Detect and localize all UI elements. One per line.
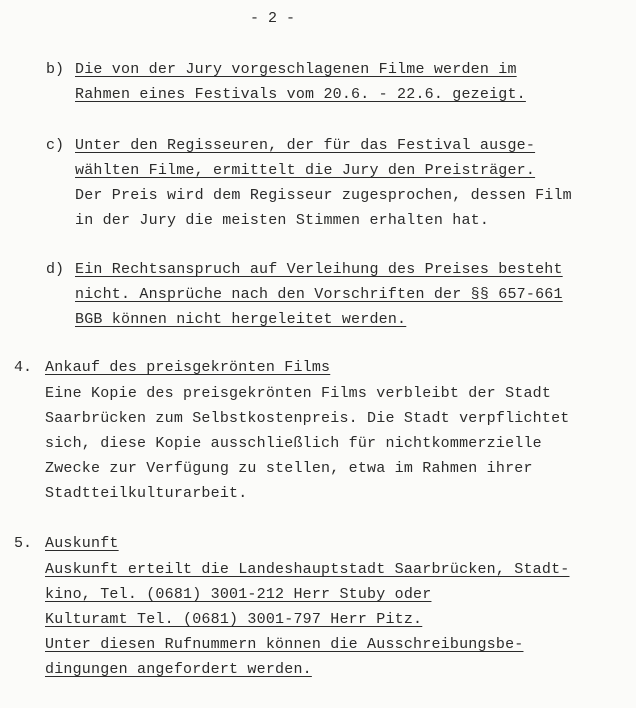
section-5-heading: Auskunft [45, 535, 119, 552]
section-5-line-2: kino, Tel. (0681) 3001-212 Herr Stuby oder [45, 586, 432, 603]
item-c-marker: c) [46, 137, 65, 154]
page-number: - 2 - [250, 10, 296, 27]
item-c-line-3: Der Preis wird dem Regisseur zugesprochen, dessen Film [75, 187, 572, 204]
item-d-line-1: Ein Rechtsanspruch auf Verleihung des Preises besteht [75, 261, 563, 278]
section-5-line-3: Kulturamt Tel. (0681) 3001-797 Herr Pitz. [45, 611, 423, 628]
item-c-line-4: in der Jury die meisten Stimmen erhalten hat. [75, 212, 490, 229]
section-4-line-5: Stadtteilkulturarbeit. [45, 485, 248, 502]
item-c-line-2: wählten Filme, ermittelt die Jury den Preisträger. [75, 162, 536, 179]
section-5-marker: 5. [14, 535, 33, 552]
item-d-line-3: BGB können nicht hergeleitet werden. [75, 311, 407, 328]
item-c-line-1: Unter den Regisseuren, der für das Festival ausge- [75, 137, 536, 154]
section-4-marker: 4. [14, 359, 33, 376]
item-d-marker: d) [46, 261, 65, 278]
item-b-marker: b) [46, 61, 65, 78]
section-4-line-3: sich, diese Kopie ausschließlich für nichtkommerzielle [45, 435, 542, 452]
item-b-line-2: Rahmen eines Festivals vom 20.6. - 22.6. gezeigt. [75, 86, 526, 103]
section-5-line-4: Unter diesen Rufnummern können die Ausschreibungsbe- [45, 636, 524, 653]
item-d-line-2: nicht. Ansprüche nach den Vorschriften der §§ 657-661 [75, 286, 563, 303]
section-5-line-1: Auskunft erteilt die Landeshauptstadt Saarbrücken, Stadt- [45, 561, 570, 578]
section-5-line-5: dingungen angefordert werden. [45, 661, 312, 678]
section-4-line-2: Saarbrücken zum Selbstkostenpreis. Die Stadt verpflichtet [45, 410, 570, 427]
section-4-line-1: Eine Kopie des preisgekrönten Films verbleibt der Stadt [45, 385, 552, 402]
item-b-line-1: Die von der Jury vorgeschlagenen Filme werden im [75, 61, 517, 78]
section-4-line-4: Zwecke zur Verfügung zu stellen, etwa im Rahmen ihrer [45, 460, 533, 477]
section-4-heading: Ankauf des preisgekrönten Films [45, 359, 331, 376]
